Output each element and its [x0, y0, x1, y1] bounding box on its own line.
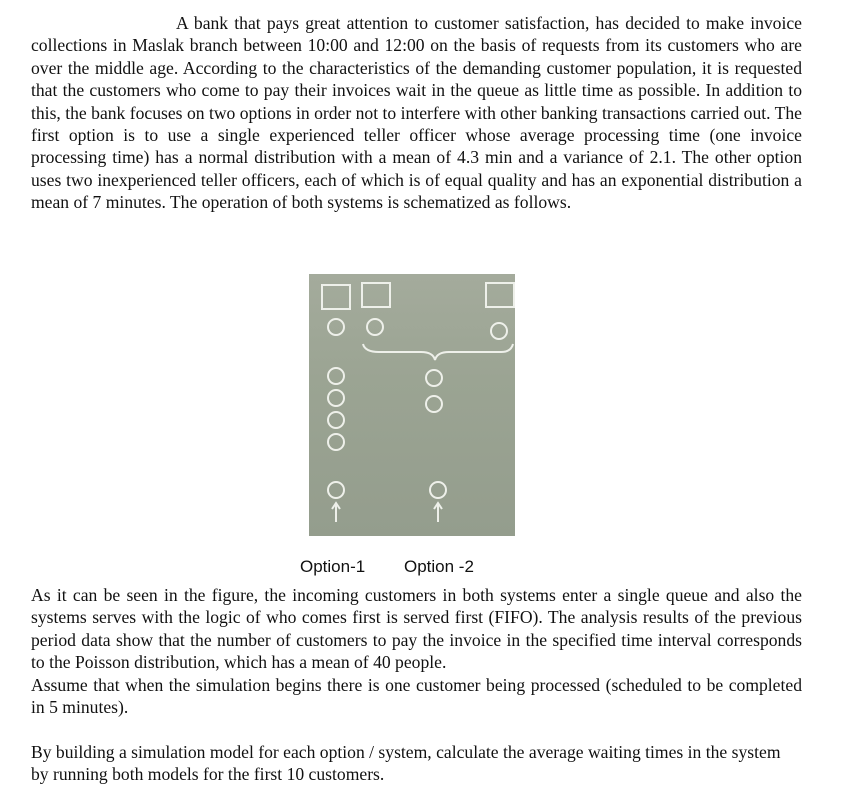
option2-teller-box-left — [362, 283, 390, 307]
intro-paragraph: A bank that pays great attention to customer satisfaction, has decided to make invoice collections in Maslak branch between 10:00 and 12:00 on the basis of requests from its customers who are over the middle age. According to the characteristics of the demanding customer population, it is requested that the customers who come to pay their invoices wait in the queue as little time as possible. In addition to this, the bank focuses on two options in order not to interfere with other banking transactions carried out. The first option is to use a single experienced teller officer whose average processing time (one invoice processing time) has a normal distribution with a mean of 4.3 min and a variance of 2.1. The other option uses two inexperienced teller officers, each of which is of equal quality and has an exponential distribution a mean of 7 minutes. The operation of both systems is schematized as follows. — [31, 13, 802, 213]
option1-queue-customer — [328, 434, 344, 450]
option1-arriving-customer — [328, 482, 344, 498]
option1-queue-customer — [328, 368, 344, 384]
option2-queue-customer — [426, 396, 442, 412]
caption-option-2: Option -2 — [404, 557, 474, 576]
option2-queue-customer — [426, 370, 442, 386]
option2-arriving-customer — [430, 482, 446, 498]
option2-server-brace — [363, 344, 513, 360]
queue-description-paragraph: As it can be seen in the figure, the incoming customers in both systems enter a single queue and also the systems serves with the logic of who comes first is served first (FIFO). The analysis results of the previous period data show that the number of customers to pay the invoice in the specified time interval corresponds to the Poisson distribution, which has a mean of 40 people. — [31, 585, 802, 673]
assumption-paragraph: Assume that when the simulation begins there is one customer being processed (scheduled to be completed in 5 minutes). — [31, 675, 802, 718]
option1-queue-customer — [328, 390, 344, 406]
option2-customer-in-service-left — [367, 319, 383, 335]
caption-option-1: Option-1 — [300, 557, 366, 576]
queue-system-figure — [309, 274, 515, 536]
option1-customer-in-service — [328, 319, 344, 335]
option2-teller-box-right — [486, 283, 514, 307]
option2-customer-in-service-right — [491, 323, 507, 339]
option1-teller-box — [322, 285, 350, 309]
option1-queue-customer — [328, 412, 344, 428]
task-paragraph: By building a simulation model for each option / system, calculate the average waiting times in the system by running both models for the first 10 customers. — [31, 742, 781, 785]
